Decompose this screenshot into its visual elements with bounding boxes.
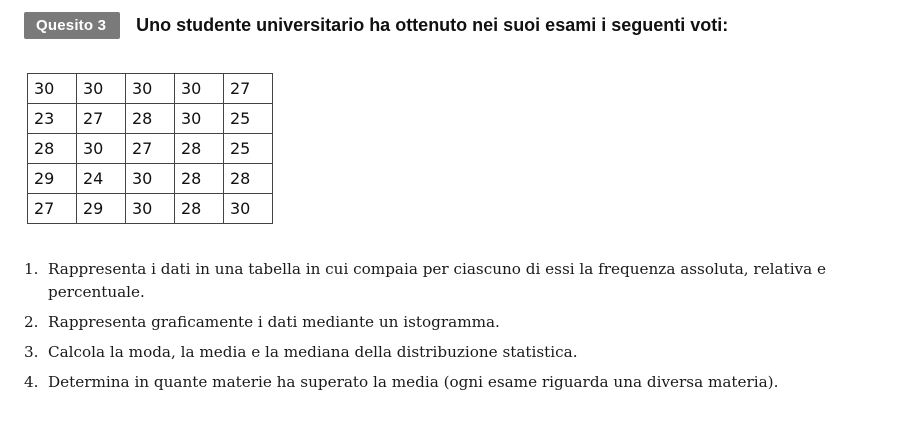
list-item xyxy=(24,341,884,364)
list-item xyxy=(24,371,884,394)
list-item xyxy=(24,258,884,304)
grade-cell: 27 xyxy=(77,104,126,134)
grade-cell: 30 xyxy=(175,104,224,134)
task-text: Rappresenta graficamente i dati mediante un istogramma. xyxy=(48,313,500,331)
task-list xyxy=(24,258,884,401)
grade-cell: 28 xyxy=(175,164,224,194)
grade-cell: 30 xyxy=(224,194,273,224)
task-number: 1. xyxy=(24,260,39,278)
grade-cell: 28 xyxy=(28,134,77,164)
grade-cell: 29 xyxy=(77,194,126,224)
task-text: Determina in quante materie ha superato la media (ogni esame riguarda una diversa materia). xyxy=(48,373,779,391)
grade-cell: 30 xyxy=(175,74,224,104)
task-number: 3. xyxy=(24,343,39,361)
grade-cell: 27 xyxy=(28,194,77,224)
exercise-badge: Quesito 3 xyxy=(24,12,120,39)
list-item xyxy=(24,311,884,334)
exercise-title: Uno studente universitario ha ottenuto nei suoi esami i seguenti voti: xyxy=(136,15,729,35)
grade-cell: 30 xyxy=(126,164,175,194)
grade-cell: 25 xyxy=(224,104,273,134)
grade-cell: 29 xyxy=(28,164,77,194)
table-row xyxy=(28,104,273,134)
table-row xyxy=(28,164,273,194)
grade-cell: 30 xyxy=(77,74,126,104)
grade-cell: 27 xyxy=(224,74,273,104)
task-text: Calcola la moda, la media e la mediana della distribuzione statistica. xyxy=(48,343,578,361)
grade-cell: 30 xyxy=(126,74,175,104)
task-number: 4. xyxy=(24,373,39,391)
grade-cell: 24 xyxy=(77,164,126,194)
grade-cell: 28 xyxy=(224,164,273,194)
exercise-header xyxy=(24,12,728,39)
grade-cell: 30 xyxy=(77,134,126,164)
grade-cell: 30 xyxy=(28,74,77,104)
grade-cell: 27 xyxy=(126,134,175,164)
table-row xyxy=(28,194,273,224)
table-row xyxy=(28,134,273,164)
task-number: 2. xyxy=(24,313,39,331)
grade-cell: 23 xyxy=(28,104,77,134)
grade-cell: 28 xyxy=(175,134,224,164)
grade-cell: 25 xyxy=(224,134,273,164)
grades-table xyxy=(27,73,273,224)
task-text: Rappresenta i dati in una tabella in cui compaia per ciascuno di essi la frequenza assoluta, relativa e percentuale. xyxy=(48,260,827,301)
grade-cell: 28 xyxy=(126,104,175,134)
grade-cell: 28 xyxy=(175,194,224,224)
table-row xyxy=(28,74,273,104)
grade-cell: 30 xyxy=(126,194,175,224)
